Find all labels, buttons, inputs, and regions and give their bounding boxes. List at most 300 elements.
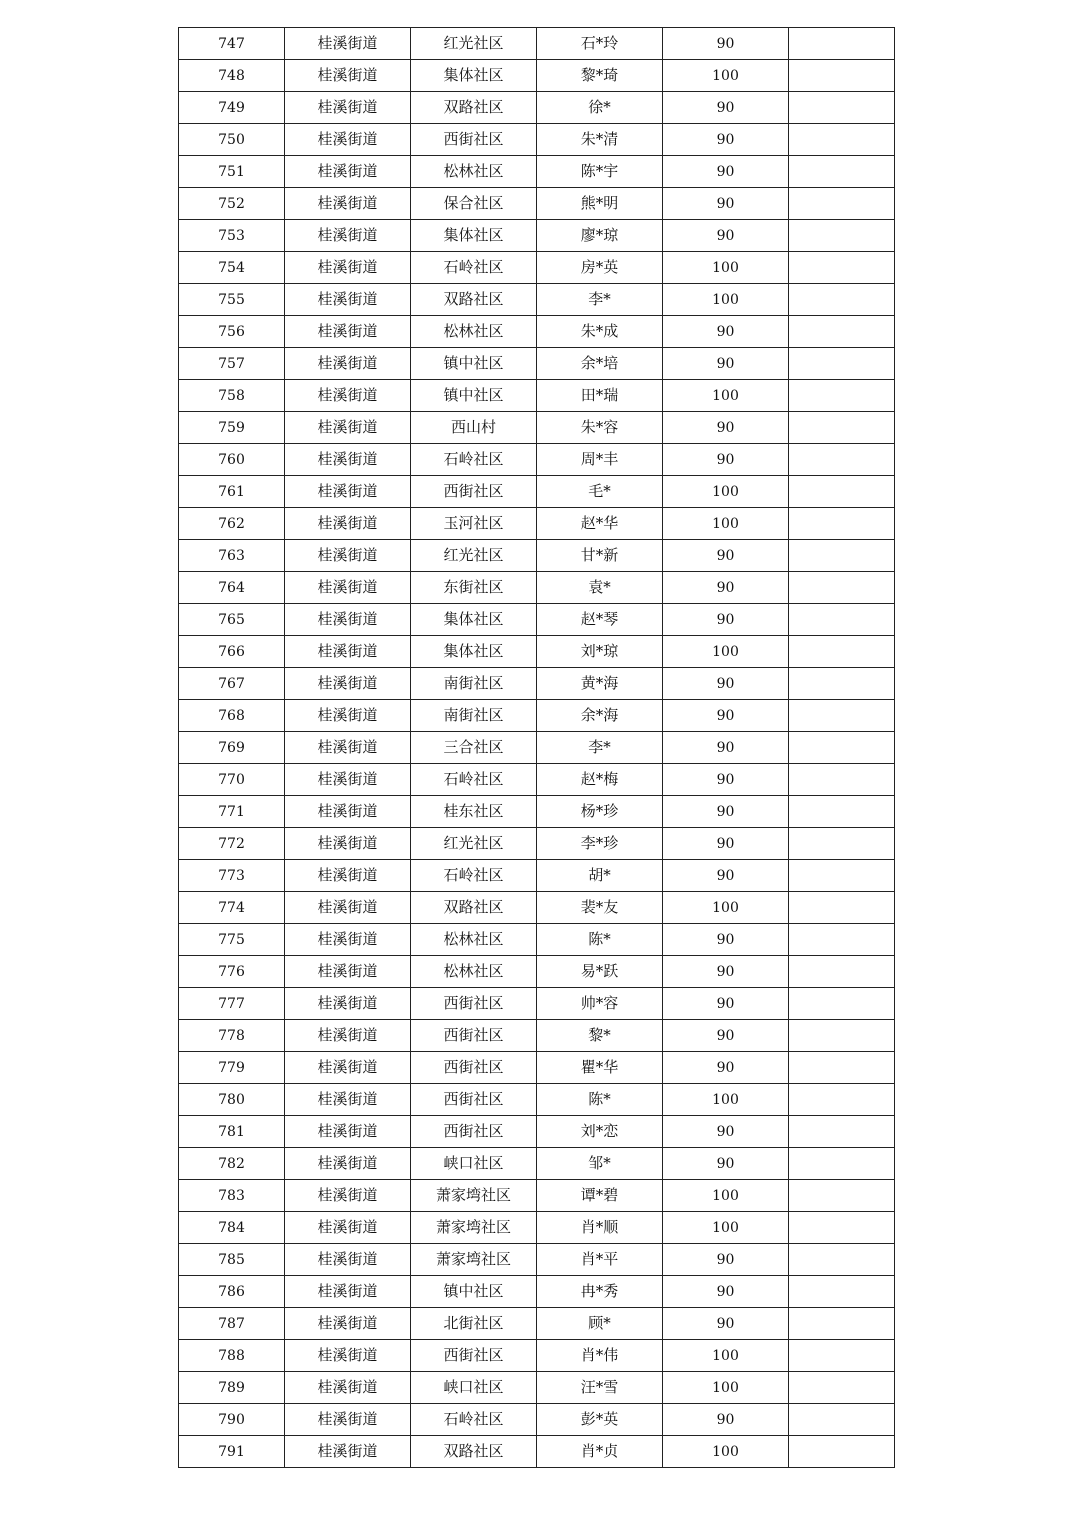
street-cell: 桂溪街道	[285, 1436, 411, 1468]
community-cell: 红光社区	[411, 28, 537, 60]
serial-number-cell: 753	[179, 220, 285, 252]
street-cell: 桂溪街道	[285, 1116, 411, 1148]
table-row	[179, 28, 895, 60]
amount-cell: 90	[663, 1404, 789, 1436]
community-cell: 西街社区	[411, 1084, 537, 1116]
street-cell: 桂溪街道	[285, 156, 411, 188]
community-cell: 玉河社区	[411, 508, 537, 540]
amount-cell: 90	[663, 796, 789, 828]
name-cell: 谭*碧	[537, 1180, 663, 1212]
table-row	[179, 1148, 895, 1180]
street-cell: 桂溪街道	[285, 604, 411, 636]
street-cell: 桂溪街道	[285, 572, 411, 604]
amount-cell: 90	[663, 444, 789, 476]
name-cell: 房*英	[537, 252, 663, 284]
name-cell: 徐*	[537, 92, 663, 124]
amount-cell: 90	[663, 220, 789, 252]
serial-number-cell: 764	[179, 572, 285, 604]
street-cell: 桂溪街道	[285, 252, 411, 284]
table-row	[179, 1244, 895, 1276]
serial-number-cell: 755	[179, 284, 285, 316]
amount-cell: 90	[663, 316, 789, 348]
remark-cell	[789, 1340, 895, 1372]
community-cell: 西街社区	[411, 988, 537, 1020]
name-cell: 余*培	[537, 348, 663, 380]
serial-number-cell: 770	[179, 764, 285, 796]
amount-cell: 90	[663, 1148, 789, 1180]
table-row	[179, 508, 895, 540]
table-row	[179, 1020, 895, 1052]
name-cell: 陈*	[537, 1084, 663, 1116]
amount-cell: 90	[663, 988, 789, 1020]
table-row	[179, 412, 895, 444]
table-row	[179, 572, 895, 604]
amount-cell: 100	[663, 1436, 789, 1468]
community-cell: 峡口社区	[411, 1148, 537, 1180]
remark-cell	[789, 1116, 895, 1148]
table-row	[179, 1308, 895, 1340]
remark-cell	[789, 956, 895, 988]
name-cell: 陈*宇	[537, 156, 663, 188]
serial-number-cell: 786	[179, 1276, 285, 1308]
table-row	[179, 732, 895, 764]
remark-cell	[789, 1372, 895, 1404]
name-cell: 肖*伟	[537, 1340, 663, 1372]
community-cell: 东街社区	[411, 572, 537, 604]
community-cell: 松林社区	[411, 316, 537, 348]
serial-number-cell: 757	[179, 348, 285, 380]
amount-cell: 90	[663, 860, 789, 892]
street-cell: 桂溪街道	[285, 508, 411, 540]
serial-number-cell: 777	[179, 988, 285, 1020]
amount-cell: 90	[663, 1276, 789, 1308]
serial-number-cell: 781	[179, 1116, 285, 1148]
table-row	[179, 860, 895, 892]
name-cell: 彭*英	[537, 1404, 663, 1436]
table-row	[179, 1212, 895, 1244]
serial-number-cell: 790	[179, 1404, 285, 1436]
street-cell: 桂溪街道	[285, 284, 411, 316]
amount-cell: 100	[663, 1212, 789, 1244]
amount-cell: 90	[663, 732, 789, 764]
remark-cell	[789, 412, 895, 444]
amount-cell: 100	[663, 1084, 789, 1116]
serial-number-cell: 752	[179, 188, 285, 220]
community-cell: 西街社区	[411, 1116, 537, 1148]
name-cell: 易*跃	[537, 956, 663, 988]
community-cell: 石岭社区	[411, 764, 537, 796]
street-cell: 桂溪街道	[285, 316, 411, 348]
name-cell: 瞿*华	[537, 1052, 663, 1084]
serial-number-cell: 779	[179, 1052, 285, 1084]
name-cell: 肖*贞	[537, 1436, 663, 1468]
name-cell: 田*瑞	[537, 380, 663, 412]
name-cell: 李*	[537, 284, 663, 316]
street-cell: 桂溪街道	[285, 28, 411, 60]
community-cell: 三合社区	[411, 732, 537, 764]
table-row	[179, 124, 895, 156]
table-row	[179, 1340, 895, 1372]
amount-cell: 100	[663, 636, 789, 668]
amount-cell: 90	[663, 28, 789, 60]
amount-cell: 90	[663, 700, 789, 732]
serial-number-cell: 785	[179, 1244, 285, 1276]
table-row	[179, 604, 895, 636]
remark-cell	[789, 380, 895, 412]
amount-cell: 100	[663, 252, 789, 284]
serial-number-cell: 784	[179, 1212, 285, 1244]
name-cell: 肖*顺	[537, 1212, 663, 1244]
remark-cell	[789, 508, 895, 540]
street-cell: 桂溪街道	[285, 860, 411, 892]
name-cell: 黎*琦	[537, 60, 663, 92]
street-cell: 桂溪街道	[285, 1084, 411, 1116]
serial-number-cell: 783	[179, 1180, 285, 1212]
serial-number-cell: 761	[179, 476, 285, 508]
remark-cell	[789, 1180, 895, 1212]
amount-cell: 100	[663, 1340, 789, 1372]
table-row	[179, 956, 895, 988]
amount-cell: 90	[663, 924, 789, 956]
community-cell: 峡口社区	[411, 1372, 537, 1404]
street-cell: 桂溪街道	[285, 636, 411, 668]
name-cell: 李*珍	[537, 828, 663, 860]
amount-cell: 90	[663, 1244, 789, 1276]
name-cell: 裴*友	[537, 892, 663, 924]
community-cell: 西街社区	[411, 1020, 537, 1052]
amount-cell: 100	[663, 476, 789, 508]
street-cell: 桂溪街道	[285, 732, 411, 764]
community-cell: 西街社区	[411, 124, 537, 156]
amount-cell: 90	[663, 1308, 789, 1340]
community-cell: 集体社区	[411, 604, 537, 636]
amount-cell: 90	[663, 764, 789, 796]
name-cell: 余*海	[537, 700, 663, 732]
remark-cell	[789, 60, 895, 92]
table-row	[179, 540, 895, 572]
serial-number-cell: 762	[179, 508, 285, 540]
table-row	[179, 892, 895, 924]
serial-number-cell: 776	[179, 956, 285, 988]
name-cell: 帅*容	[537, 988, 663, 1020]
street-cell: 桂溪街道	[285, 1148, 411, 1180]
table-row	[179, 92, 895, 124]
remark-cell	[789, 1404, 895, 1436]
community-cell: 西山村	[411, 412, 537, 444]
remark-cell	[789, 284, 895, 316]
table-row	[179, 284, 895, 316]
remark-cell	[789, 988, 895, 1020]
street-cell: 桂溪街道	[285, 124, 411, 156]
name-cell: 陈*	[537, 924, 663, 956]
remark-cell	[789, 188, 895, 220]
table-row	[179, 316, 895, 348]
serial-number-cell: 774	[179, 892, 285, 924]
street-cell: 桂溪街道	[285, 796, 411, 828]
serial-number-cell: 775	[179, 924, 285, 956]
table-row	[179, 700, 895, 732]
amount-cell: 100	[663, 508, 789, 540]
remark-cell	[789, 828, 895, 860]
remark-cell	[789, 604, 895, 636]
community-cell: 松林社区	[411, 156, 537, 188]
name-cell: 黄*海	[537, 668, 663, 700]
table-row	[179, 156, 895, 188]
amount-cell: 90	[663, 92, 789, 124]
amount-cell: 90	[663, 348, 789, 380]
street-cell: 桂溪街道	[285, 1276, 411, 1308]
table-row	[179, 764, 895, 796]
community-cell: 萧家塆社区	[411, 1212, 537, 1244]
remark-cell	[789, 156, 895, 188]
amount-cell: 100	[663, 284, 789, 316]
table-row	[179, 828, 895, 860]
remark-cell	[789, 1084, 895, 1116]
amount-cell: 90	[663, 188, 789, 220]
street-cell: 桂溪街道	[285, 1404, 411, 1436]
remark-cell	[789, 892, 895, 924]
community-cell: 西街社区	[411, 1052, 537, 1084]
community-cell: 镇中社区	[411, 348, 537, 380]
street-cell: 桂溪街道	[285, 1212, 411, 1244]
serial-number-cell: 750	[179, 124, 285, 156]
remark-cell	[789, 860, 895, 892]
remark-cell	[789, 924, 895, 956]
name-cell: 赵*华	[537, 508, 663, 540]
name-cell: 赵*琴	[537, 604, 663, 636]
street-cell: 桂溪街道	[285, 700, 411, 732]
street-cell: 桂溪街道	[285, 60, 411, 92]
name-cell: 甘*新	[537, 540, 663, 572]
community-cell: 南街社区	[411, 700, 537, 732]
remark-cell	[789, 1148, 895, 1180]
remark-cell	[789, 1308, 895, 1340]
remark-cell	[789, 1020, 895, 1052]
serial-number-cell: 765	[179, 604, 285, 636]
table-row	[179, 1052, 895, 1084]
street-cell: 桂溪街道	[285, 1180, 411, 1212]
serial-number-cell: 778	[179, 1020, 285, 1052]
street-cell: 桂溪街道	[285, 668, 411, 700]
remark-cell	[789, 348, 895, 380]
name-cell: 周*丰	[537, 444, 663, 476]
table-row	[179, 220, 895, 252]
remark-cell	[789, 28, 895, 60]
amount-cell: 90	[663, 124, 789, 156]
serial-number-cell: 767	[179, 668, 285, 700]
serial-number-cell: 759	[179, 412, 285, 444]
serial-number-cell: 782	[179, 1148, 285, 1180]
street-cell: 桂溪街道	[285, 828, 411, 860]
remark-cell	[789, 220, 895, 252]
serial-number-cell: 791	[179, 1436, 285, 1468]
community-cell: 北街社区	[411, 1308, 537, 1340]
community-cell: 石岭社区	[411, 252, 537, 284]
name-cell: 杨*珍	[537, 796, 663, 828]
table-row	[179, 476, 895, 508]
street-cell: 桂溪街道	[285, 764, 411, 796]
name-cell: 毛*	[537, 476, 663, 508]
remark-cell	[789, 1436, 895, 1468]
community-cell: 桂东社区	[411, 796, 537, 828]
community-cell: 石岭社区	[411, 1404, 537, 1436]
remark-cell	[789, 1212, 895, 1244]
remark-cell	[789, 476, 895, 508]
name-cell: 冉*秀	[537, 1276, 663, 1308]
serial-number-cell: 768	[179, 700, 285, 732]
name-cell: 肖*平	[537, 1244, 663, 1276]
street-cell: 桂溪街道	[285, 1052, 411, 1084]
community-cell: 西街社区	[411, 1340, 537, 1372]
serial-number-cell: 760	[179, 444, 285, 476]
remark-cell	[789, 1052, 895, 1084]
remark-cell	[789, 796, 895, 828]
community-cell: 石岭社区	[411, 444, 537, 476]
street-cell: 桂溪街道	[285, 956, 411, 988]
serial-number-cell: 789	[179, 1372, 285, 1404]
table-row	[179, 1404, 895, 1436]
remark-cell	[789, 732, 895, 764]
street-cell: 桂溪街道	[285, 476, 411, 508]
amount-cell: 100	[663, 380, 789, 412]
table-row	[179, 1180, 895, 1212]
street-cell: 桂溪街道	[285, 1308, 411, 1340]
serial-number-cell: 756	[179, 316, 285, 348]
amount-cell: 90	[663, 668, 789, 700]
serial-number-cell: 748	[179, 60, 285, 92]
amount-cell: 90	[663, 956, 789, 988]
street-cell: 桂溪街道	[285, 1244, 411, 1276]
serial-number-cell: 780	[179, 1084, 285, 1116]
table-row	[179, 1276, 895, 1308]
street-cell: 桂溪街道	[285, 924, 411, 956]
serial-number-cell: 771	[179, 796, 285, 828]
community-cell: 集体社区	[411, 636, 537, 668]
community-cell: 镇中社区	[411, 380, 537, 412]
amount-cell: 90	[663, 540, 789, 572]
street-cell: 桂溪街道	[285, 1340, 411, 1372]
name-cell: 黎*	[537, 1020, 663, 1052]
amount-cell: 100	[663, 60, 789, 92]
serial-number-cell: 766	[179, 636, 285, 668]
serial-number-cell: 754	[179, 252, 285, 284]
table-row	[179, 188, 895, 220]
table-row	[179, 60, 895, 92]
table-row	[179, 1116, 895, 1148]
remark-cell	[789, 124, 895, 156]
remark-cell	[789, 572, 895, 604]
community-cell: 集体社区	[411, 220, 537, 252]
name-cell: 刘*琼	[537, 636, 663, 668]
community-cell: 双路社区	[411, 284, 537, 316]
serial-number-cell: 769	[179, 732, 285, 764]
serial-number-cell: 763	[179, 540, 285, 572]
table-body	[179, 28, 895, 1468]
name-cell: 石*玲	[537, 28, 663, 60]
serial-number-cell: 749	[179, 92, 285, 124]
remark-cell	[789, 540, 895, 572]
table-row	[179, 252, 895, 284]
amount-cell: 90	[663, 412, 789, 444]
street-cell: 桂溪街道	[285, 1372, 411, 1404]
community-cell: 集体社区	[411, 60, 537, 92]
serial-number-cell: 751	[179, 156, 285, 188]
name-cell: 汪*雪	[537, 1372, 663, 1404]
name-cell: 熊*明	[537, 188, 663, 220]
amount-cell: 90	[663, 828, 789, 860]
serial-number-cell: 758	[179, 380, 285, 412]
street-cell: 桂溪街道	[285, 540, 411, 572]
name-cell: 赵*梅	[537, 764, 663, 796]
data-table	[178, 27, 895, 1468]
amount-cell: 90	[663, 1116, 789, 1148]
community-cell: 萧家塆社区	[411, 1180, 537, 1212]
amount-cell: 100	[663, 1180, 789, 1212]
community-cell: 双路社区	[411, 892, 537, 924]
amount-cell: 90	[663, 604, 789, 636]
community-cell: 镇中社区	[411, 1276, 537, 1308]
street-cell: 桂溪街道	[285, 380, 411, 412]
street-cell: 桂溪街道	[285, 892, 411, 924]
remark-cell	[789, 92, 895, 124]
name-cell: 胡*	[537, 860, 663, 892]
remark-cell	[789, 444, 895, 476]
name-cell: 廖*琼	[537, 220, 663, 252]
table-row	[179, 924, 895, 956]
name-cell: 朱*成	[537, 316, 663, 348]
street-cell: 桂溪街道	[285, 220, 411, 252]
table-row	[179, 1084, 895, 1116]
table-row	[179, 348, 895, 380]
community-cell: 南街社区	[411, 668, 537, 700]
community-cell: 松林社区	[411, 956, 537, 988]
community-cell: 石岭社区	[411, 860, 537, 892]
remark-cell	[789, 316, 895, 348]
table-row	[179, 668, 895, 700]
name-cell: 朱*容	[537, 412, 663, 444]
serial-number-cell: 787	[179, 1308, 285, 1340]
amount-cell: 90	[663, 572, 789, 604]
community-cell: 松林社区	[411, 924, 537, 956]
name-cell: 刘*恋	[537, 1116, 663, 1148]
serial-number-cell: 773	[179, 860, 285, 892]
street-cell: 桂溪街道	[285, 412, 411, 444]
remark-cell	[789, 668, 895, 700]
street-cell: 桂溪街道	[285, 1020, 411, 1052]
street-cell: 桂溪街道	[285, 444, 411, 476]
name-cell: 李*	[537, 732, 663, 764]
table-row	[179, 988, 895, 1020]
amount-cell: 90	[663, 156, 789, 188]
remark-cell	[789, 1276, 895, 1308]
table-row	[179, 380, 895, 412]
table-row	[179, 636, 895, 668]
community-cell: 双路社区	[411, 92, 537, 124]
community-cell: 西街社区	[411, 476, 537, 508]
name-cell: 朱*清	[537, 124, 663, 156]
table-row	[179, 444, 895, 476]
serial-number-cell: 747	[179, 28, 285, 60]
community-cell: 保合社区	[411, 188, 537, 220]
street-cell: 桂溪街道	[285, 92, 411, 124]
amount-cell: 100	[663, 1372, 789, 1404]
remark-cell	[789, 700, 895, 732]
name-cell: 邹*	[537, 1148, 663, 1180]
street-cell: 桂溪街道	[285, 188, 411, 220]
street-cell: 桂溪街道	[285, 988, 411, 1020]
table-row	[179, 796, 895, 828]
community-cell: 红光社区	[411, 828, 537, 860]
